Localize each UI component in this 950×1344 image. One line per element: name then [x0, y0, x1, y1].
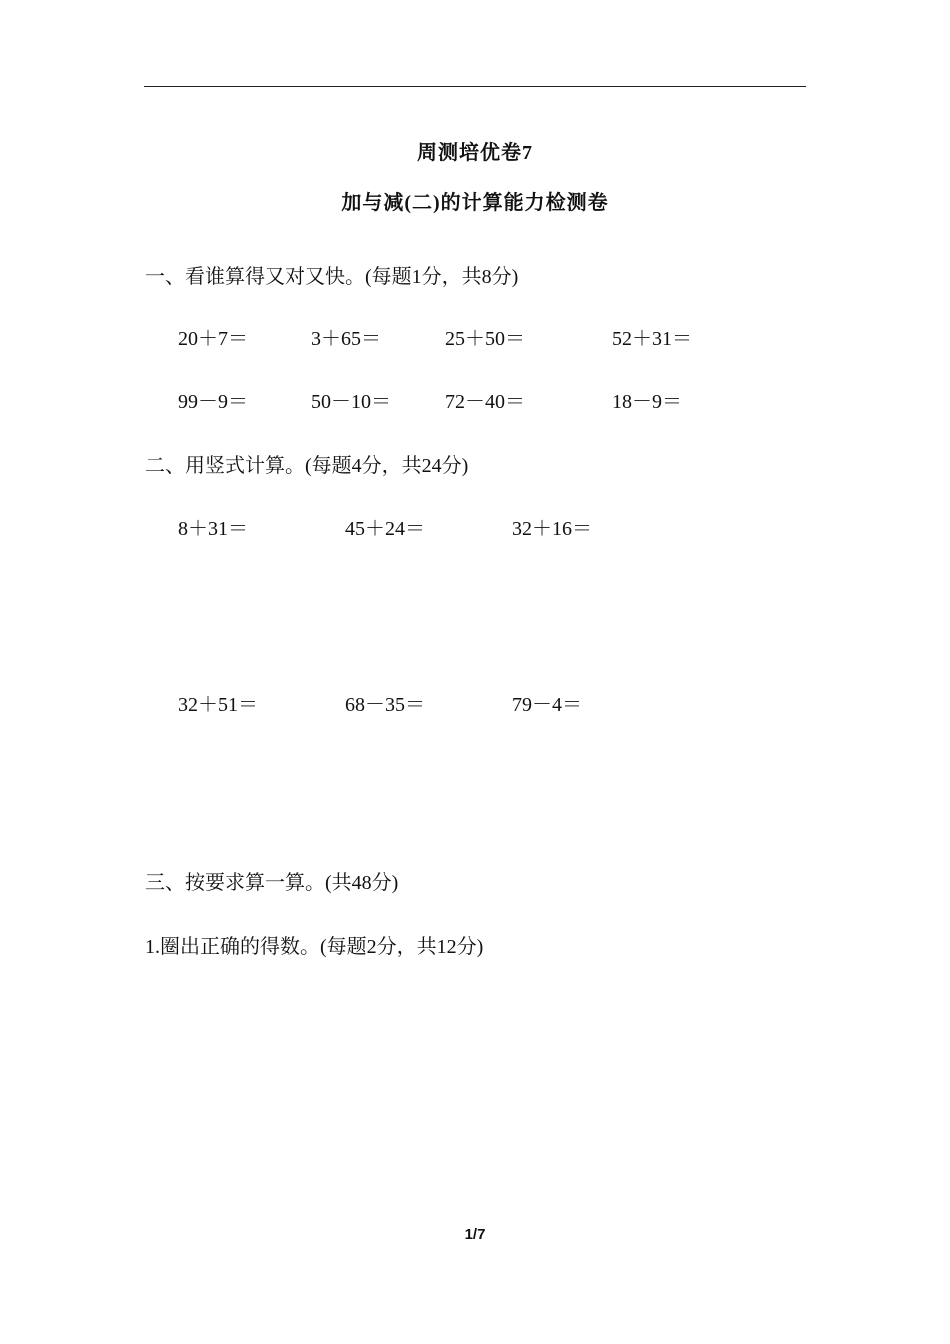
section1-heading: 一、看谁算得又对又快。(每题1分，共8分)	[145, 266, 519, 288]
problem: 50－10＝	[311, 391, 391, 413]
problem: 25＋50＝	[445, 328, 525, 350]
worksheet-title: 周测培优卷7	[417, 142, 533, 164]
problem: 52＋31＝	[612, 328, 692, 350]
section2-heading: 二、用竖式计算。(每题4分，共24分)	[145, 455, 469, 477]
header-rule	[144, 86, 806, 87]
problem: 79－4＝	[512, 694, 582, 716]
section3-heading: 三、按要求算一算。(共48分)	[145, 872, 399, 894]
problem: 3＋65＝	[311, 328, 381, 350]
section1-row1	[0, 322, 950, 352]
problem: 68－35＝	[345, 694, 425, 716]
problem: 72－40＝	[445, 391, 525, 413]
problem: 32＋16＝	[512, 518, 592, 540]
problem: 8＋31＝	[178, 518, 248, 540]
section2-row2	[0, 688, 950, 718]
section2-row1	[0, 512, 950, 542]
worksheet-subtitle: 加与减(二)的计算能力检测卷	[341, 192, 609, 214]
problem: 32＋51＝	[178, 694, 258, 716]
problem: 18－9＝	[612, 391, 682, 413]
problem: 20＋7＝	[178, 328, 248, 350]
section1-row2	[0, 385, 950, 415]
page-number: 1/7	[464, 1226, 486, 1243]
section3-sub1: 1.圈出正确的得数。(每题2分，共12分)	[145, 936, 484, 958]
problem: 45＋24＝	[345, 518, 425, 540]
problem: 99－9＝	[178, 391, 248, 413]
